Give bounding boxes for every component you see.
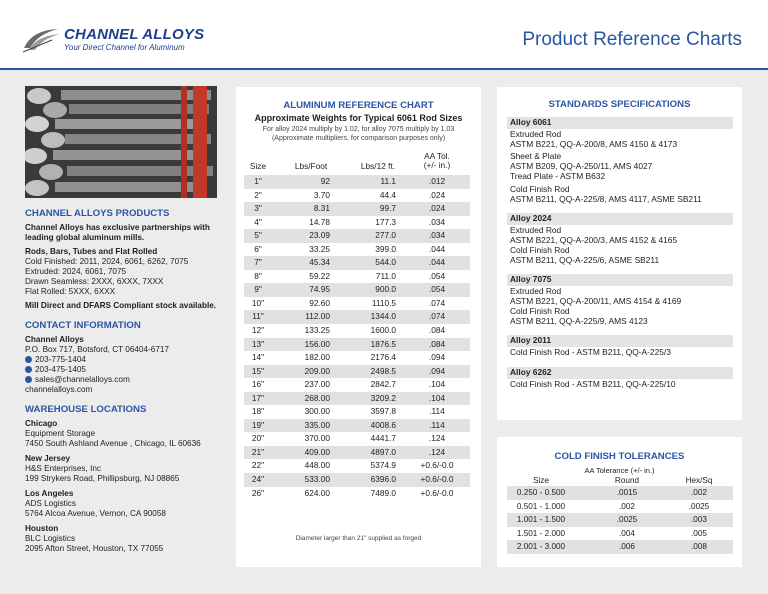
tol-col-size: Size xyxy=(533,476,549,485)
row-size: 10" xyxy=(251,297,265,308)
table-row xyxy=(244,446,470,460)
row-size: 24" xyxy=(251,474,265,485)
tol-row-hex: .002 xyxy=(691,488,707,497)
row-lbs-foot: 92 xyxy=(320,176,330,186)
weights-table-header xyxy=(244,151,470,175)
col-tol xyxy=(412,152,462,170)
warehouse-company: H&S Enterprises, Inc xyxy=(25,464,101,473)
col-lbs-foot: Lbs/Foot xyxy=(294,161,328,171)
standards-title: STANDARDS SPECIFICATIONS xyxy=(548,99,691,110)
table-row xyxy=(244,378,470,392)
row-size: 22" xyxy=(251,460,265,471)
tol-row-size: 1.001 - 1.500 xyxy=(516,515,566,524)
spacer xyxy=(507,390,733,396)
table-row xyxy=(244,419,470,433)
tol-row-size: 0.250 - 0.500 xyxy=(516,488,566,497)
row-tolerance: .124 xyxy=(428,433,446,444)
row-lbs-foot: 8.31 xyxy=(313,203,330,214)
row-size: 11" xyxy=(252,311,264,322)
table-row xyxy=(244,175,470,189)
row-tolerance: .024 xyxy=(428,189,446,200)
product-photo xyxy=(25,86,217,198)
col-size: Size xyxy=(249,161,267,171)
row-tolerance: .044 xyxy=(428,243,446,254)
contact-email-row xyxy=(25,375,230,385)
row-size: 21" xyxy=(251,446,265,457)
spec-line: Cold Finish Rod xyxy=(510,244,570,255)
table-row xyxy=(244,243,470,257)
row-lbs-foot: 92.60 xyxy=(309,297,330,308)
warehouse-address: 199 Strykers Road, Phillipsburg, NJ 08865 xyxy=(25,474,180,483)
col-tol-line2: (+/- in.) xyxy=(423,159,451,170)
row-lbs-foot: 448.00 xyxy=(304,460,330,471)
email-icon xyxy=(25,376,32,383)
row-lbs-12: 44.4 xyxy=(379,189,396,200)
row-lbs-12: 7489.0 xyxy=(370,487,396,498)
products-note: Mill Direct and DFARS Compliant stock available. xyxy=(25,301,217,310)
row-size: 20" xyxy=(251,433,265,444)
table-row xyxy=(244,202,470,216)
spec-line: Extruded Rod xyxy=(510,286,562,297)
row-size: 4" xyxy=(254,216,262,227)
spec-line: ASTM B211, QQ-A-225/9, AMS 4123 xyxy=(510,315,648,326)
note-line-1: For alloy 2024 multiply by 1.02, for alloy 7075 multiply by 1.03 xyxy=(262,126,455,133)
row-lbs-foot: 624.00 xyxy=(304,487,330,498)
row-tolerance: .012 xyxy=(428,176,446,186)
products-line: Drawn Seamless: 2XXX, 6XXX, 7XXX xyxy=(25,277,164,286)
products-line: Cold Finished: 2011, 2024, 6061, 6262, 7075 xyxy=(25,257,189,266)
contact-heading: CONTACT INFORMATION xyxy=(25,320,141,331)
row-lbs-12: 3209.2 xyxy=(370,392,396,403)
alloy-heading: Alloy 2011 xyxy=(507,335,733,347)
row-tolerance: .074 xyxy=(428,311,446,322)
row-lbs-foot: 237.00 xyxy=(304,379,330,390)
tol-row-round: .0025 xyxy=(616,515,638,524)
logo-tagline: Your Direct Channel for Aluminum xyxy=(64,43,185,52)
row-lbs-foot: 209.00 xyxy=(304,365,330,376)
row-lbs-12: 4897.0 xyxy=(370,446,396,457)
row-lbs-foot: 33.25 xyxy=(309,243,330,254)
row-lbs-12: 544.0 xyxy=(375,257,396,268)
row-size: 14" xyxy=(251,352,265,363)
row-lbs-12: 1600.0 xyxy=(370,325,396,336)
spec-line: ASTM B209, QQ-A-250/11, AMS 4027 xyxy=(510,161,653,172)
table-row xyxy=(244,365,470,379)
spec-line: ASTM B221, QQ-A-200/11, AMS 4154 & 4169 xyxy=(510,295,682,306)
weights-table xyxy=(244,151,470,500)
row-lbs-12: 1876.5 xyxy=(370,338,396,349)
row-tolerance: .114 xyxy=(429,419,445,430)
table-row xyxy=(244,473,470,487)
table-row xyxy=(244,338,470,352)
row-tolerance: +0.6/-0.0 xyxy=(420,487,454,498)
contact-address: P.O. Box 717, Botsford, CT 06404-6717 xyxy=(25,345,169,354)
table-row xyxy=(507,500,733,514)
row-lbs-12: 711.0 xyxy=(375,270,396,281)
warehouse-address: 7450 South Ashland Avenue , Chicago, IL 60636 xyxy=(25,439,201,448)
table-row xyxy=(244,216,470,230)
row-lbs-12: 1344.0 xyxy=(370,311,396,322)
col-lbs-12: Lbs/12 ft. xyxy=(360,161,396,171)
row-lbs-foot: 112.00 xyxy=(305,311,330,322)
contact-phone-row xyxy=(25,355,230,365)
warehouse-city: Los Angeles xyxy=(25,489,74,498)
row-tolerance: .054 xyxy=(428,270,446,281)
row-lbs-foot: 45.34 xyxy=(309,257,330,268)
row-lbs-12: 4441.7 xyxy=(370,433,396,444)
phone-icon xyxy=(25,356,32,363)
page-header xyxy=(0,0,768,70)
row-size: 3" xyxy=(254,203,262,214)
fax-icon xyxy=(25,366,32,373)
row-lbs-12: 6396.0 xyxy=(370,474,396,485)
spacer xyxy=(507,326,733,332)
spec-line: Extruded Rod xyxy=(510,225,562,236)
row-tolerance: +0.6/-0.0 xyxy=(420,474,454,485)
row-lbs-foot: 74.95 xyxy=(309,284,330,295)
spec-line: ASTM B211, QQ-A-225/6, ASME SB211 xyxy=(510,254,660,265)
row-tolerance: .114 xyxy=(429,406,445,417)
row-size: 1" xyxy=(254,176,262,186)
tol-row-hex: .008 xyxy=(691,542,707,551)
warehouse-heading: WAREHOUSE LOCATIONS xyxy=(25,404,147,415)
contact-fax-row xyxy=(25,365,230,375)
warehouse-address: 5764 Alcoa Avenue, Vernon, CA 90058 xyxy=(25,509,166,518)
table-row xyxy=(244,297,470,311)
spacer xyxy=(507,265,733,271)
products-heading: CHANNEL ALLOYS PRODUCTS xyxy=(25,208,170,219)
row-tolerance: .094 xyxy=(428,365,446,376)
row-lbs-12: 5374.9 xyxy=(370,460,396,471)
row-size: 13" xyxy=(251,338,265,349)
row-lbs-foot: 533.00 xyxy=(304,474,330,485)
contact-phone1[interactable]: 203-775-1404 xyxy=(35,355,86,364)
row-size: 18" xyxy=(251,406,265,417)
tol-row-round: .004 xyxy=(619,528,635,538)
row-tolerance: .024 xyxy=(428,203,446,214)
row-size: 7" xyxy=(254,257,262,268)
tolerances-table-header xyxy=(507,475,733,486)
page-title: Product Reference Charts xyxy=(522,29,742,50)
table-row xyxy=(244,432,470,446)
alloy-heading: Alloy 7075 xyxy=(507,274,733,286)
row-lbs-12: 2498.5 xyxy=(370,365,396,376)
row-tolerance: .084 xyxy=(428,338,446,349)
row-lbs-12: 1110.5 xyxy=(371,297,396,308)
row-lbs-12: 3597.8 xyxy=(370,406,396,417)
row-tolerance: .054 xyxy=(428,284,446,295)
contact-web[interactable]: channelalloys.com xyxy=(25,385,93,394)
table-row xyxy=(244,459,470,473)
spec-line: Cold Finish Rod xyxy=(510,305,570,316)
row-size: 12" xyxy=(251,325,265,336)
row-lbs-foot: 182.00 xyxy=(304,352,330,363)
table-row xyxy=(244,270,470,284)
row-lbs-foot: 156.00 xyxy=(304,338,330,349)
table-row xyxy=(244,487,470,501)
row-lbs-foot: 370.00 xyxy=(304,433,330,444)
row-size: 6" xyxy=(254,243,262,254)
spec-line: Cold Finish Rod - ASTM B211, QQ-A-225/3 xyxy=(510,347,671,358)
row-lbs-12: 177.3 xyxy=(375,216,396,227)
warehouse-city: Houston xyxy=(25,524,59,533)
warehouse-item xyxy=(25,454,230,484)
reference-chart-title: ALUMINUM REFERENCE CHART xyxy=(283,100,434,111)
row-lbs-foot: 268.00 xyxy=(304,392,330,403)
products-line: Extruded: 2024, 6061, 7075 xyxy=(25,267,127,276)
row-size: 9" xyxy=(254,284,262,295)
table-row xyxy=(244,189,470,203)
warehouse-company: Equipment Storage xyxy=(25,429,96,438)
table-row xyxy=(507,540,733,554)
warehouse-city: Chicago xyxy=(25,419,58,428)
alloy-heading: Alloy 6061 xyxy=(507,117,733,129)
row-lbs-foot: 3.70 xyxy=(313,189,330,200)
row-size: 2" xyxy=(254,189,262,200)
row-lbs-12: 277.0 xyxy=(375,230,396,241)
row-tolerance: .084 xyxy=(428,325,446,336)
spacer xyxy=(507,358,733,364)
tolerances-subtitle: AA Tolerance (+/- in.) xyxy=(584,466,655,475)
table-row xyxy=(244,351,470,365)
spec-line: ASTM B211, QQ-A-225/8, AMS 4117, ASME SB211 xyxy=(510,193,702,204)
warehouse-city: New Jersey xyxy=(25,454,71,463)
row-lbs-foot: 300.00 xyxy=(304,406,330,417)
spec-line: Extruded Rod xyxy=(510,128,562,139)
contact-email[interactable]: sales@channelalloys.com xyxy=(35,375,130,384)
reference-chart-footnote: Diameter larger than 21" supplied as forged xyxy=(295,535,422,542)
warehouse-address: 2095 Afton Street, Houston, TX 77055 xyxy=(25,544,164,553)
products-line: Flat Rolled: 5XXX, 6XXX xyxy=(25,287,116,296)
table-row xyxy=(507,513,733,527)
tol-row-round: .006 xyxy=(619,542,635,551)
row-lbs-12: 2176.4 xyxy=(370,352,396,363)
spec-line: Sheet & Plate xyxy=(510,151,562,162)
row-size: 17" xyxy=(251,392,265,403)
tol-row-size: 1.501 - 2.000 xyxy=(516,528,566,538)
contact-phone2[interactable]: 203-475-1405 xyxy=(35,365,86,374)
row-lbs-foot: 409.00 xyxy=(304,446,330,457)
col-tol-line1: AA Tol. xyxy=(424,151,450,161)
tol-row-hex: .005 xyxy=(691,528,707,538)
row-lbs-12: 2842.7 xyxy=(370,379,396,390)
row-lbs-12: 11.1 xyxy=(380,176,396,186)
note-line-2: (Approximate multipliers, for comparison purposes only) xyxy=(271,134,446,142)
tol-row-hex: .0025 xyxy=(688,501,710,511)
logo-swoosh-icon xyxy=(22,26,62,54)
row-tolerance: .124 xyxy=(428,446,446,457)
row-tolerance: .044 xyxy=(428,257,446,268)
tol-row-hex: .003 xyxy=(691,515,707,524)
row-size: 26" xyxy=(251,487,265,498)
warehouse-company: ADS Logistics xyxy=(25,499,76,508)
row-size: 19" xyxy=(251,419,265,430)
spec-line: ASTM B221, QQ-A-200/3, AMS 4152 & 4165 xyxy=(510,234,678,245)
tolerances-title: COLD FINISH TOLERANCES xyxy=(554,451,685,462)
row-lbs-12: 399.0 xyxy=(375,243,396,254)
row-lbs-foot: 14.78 xyxy=(309,216,330,227)
row-lbs-foot: 335.00 xyxy=(304,419,330,430)
logo-name: CHANNEL ALLOYS xyxy=(64,26,205,43)
spec-line: Tread Plate - ASTM B632 xyxy=(510,170,606,181)
row-tolerance: .104 xyxy=(428,392,446,403)
spec-line: ASTM B221, QQ-A-200/8, AMS 4150 & 4173 xyxy=(510,138,678,149)
warehouse-item xyxy=(25,489,230,519)
warehouse-item xyxy=(25,524,230,554)
tolerances-table xyxy=(507,475,733,554)
left-column xyxy=(25,204,230,559)
company-logo[interactable] xyxy=(22,24,222,58)
tolerances-panel xyxy=(497,437,742,567)
row-tolerance: .104 xyxy=(428,379,446,390)
warehouse-item xyxy=(25,419,230,449)
row-lbs-foot: 59.22 xyxy=(309,270,330,281)
reference-chart-panel xyxy=(236,87,481,567)
standards-panel xyxy=(497,87,742,420)
table-row xyxy=(244,310,470,324)
tol-row-round: .0015 xyxy=(616,488,638,497)
alloy-heading: Alloy 2024 xyxy=(507,213,733,225)
warehouse-company: BLC Logistics xyxy=(25,534,76,543)
contact-name: Channel Alloys xyxy=(25,335,84,344)
tolerances-table-body xyxy=(507,486,733,554)
table-row xyxy=(244,405,470,419)
table-row xyxy=(507,486,733,500)
products-intro: Channel Alloys has exclusive partnerships with leading global aluminum mills. xyxy=(25,223,210,242)
reference-chart-note xyxy=(236,126,481,143)
row-size: 8" xyxy=(254,270,262,281)
table-row xyxy=(507,527,733,541)
row-lbs-12: 99.7 xyxy=(379,203,396,214)
row-lbs-foot: 23.09 xyxy=(309,230,330,241)
alloy-heading: Alloy 6262 xyxy=(507,367,733,379)
table-row xyxy=(244,392,470,406)
row-tolerance: .034 xyxy=(428,216,446,227)
reference-chart-subtitle: Approximate Weights for Typical 6061 Rod Sizes xyxy=(254,113,463,123)
spec-line: Cold Finish Rod xyxy=(510,183,570,194)
tol-col-hex: Hex/Sq xyxy=(685,476,713,485)
row-tolerance: .094 xyxy=(428,352,446,363)
spec-line: Cold Finish Rod - ASTM B211, QQ-A-225/10 xyxy=(510,378,676,389)
tol-row-round: .002 xyxy=(619,501,635,511)
row-tolerance: .074 xyxy=(428,297,446,308)
table-row xyxy=(244,229,470,243)
products-list-heading: Rods, Bars, Tubes and Flat Rolled xyxy=(25,247,158,256)
spacer xyxy=(507,204,733,210)
standards-list xyxy=(507,114,733,396)
row-lbs-foot: 133.25 xyxy=(304,325,330,336)
row-size: 16" xyxy=(251,379,265,390)
weights-table-body xyxy=(244,175,470,500)
row-tolerance: +0.6/-0.0 xyxy=(420,460,454,471)
row-size: 5" xyxy=(254,230,262,241)
tol-row-size: 2.001 - 3.000 xyxy=(516,542,566,551)
row-lbs-12: 4008.6 xyxy=(370,419,396,430)
table-row xyxy=(244,256,470,270)
table-row xyxy=(244,283,470,297)
table-row xyxy=(244,324,470,338)
row-tolerance: .034 xyxy=(428,230,446,241)
row-lbs-12: 900.0 xyxy=(375,284,396,295)
tol-col-round: Round xyxy=(614,476,640,485)
row-size: 15" xyxy=(251,365,265,376)
tol-row-size: 0.501 - 1.000 xyxy=(516,501,566,511)
